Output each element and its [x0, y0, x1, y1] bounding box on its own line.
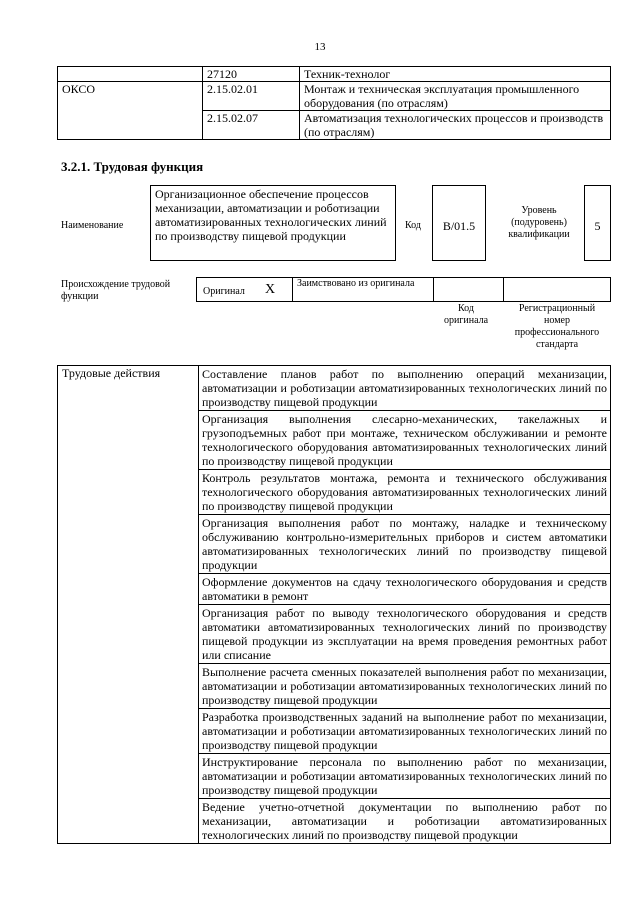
okso-label-cell: ОКСО [58, 82, 203, 140]
table-row [58, 67, 611, 82]
action-item: Инструктирование персонала по выполнению работ по механизации, автоматизации и роботизации автоматизированных технологических линий по производству пищевой продукции [199, 754, 611, 799]
borrowed-label: Заимствовано из оригинала [297, 278, 415, 289]
action-item: Разработка производственных заданий на выполнение работ по механизации, автоматизации и роботизации автоматизированных технологических линий по производству пищевой продукции [199, 709, 611, 754]
okso-name-cell: Техник-технолог [300, 67, 611, 82]
origin-divider [503, 278, 504, 301]
action-item: Ведение учетно-отчетной документации по выполнению работ по механизации, автоматизации и роботизации автоматизированных технологических линий по производству пищевой продукции [199, 799, 611, 844]
reg-caption: Регистрационный номер профессионального стандарта [514, 303, 600, 350]
level-label: Уровень (подуровень) квалификации [508, 205, 570, 240]
page-number: 13 [314, 41, 326, 53]
origin-table [196, 277, 611, 302]
okso-name-cell: Монтаж и техническая эксплуатация промышленного оборудования (по отраслям) [300, 82, 611, 111]
labor-actions-table [57, 365, 611, 844]
actions-label-cell: Трудовые действия [58, 366, 199, 844]
okso-table [57, 66, 611, 140]
function-code-box: B/01.5 [432, 185, 486, 261]
code-caption: Код оригинала [443, 303, 489, 326]
action-item: Выполнение расчета сменных показателей выполнения работ по механизации, автоматизации и роботизации автоматизированных технологических линий по производству пищевой продукции [199, 664, 611, 709]
action-item: Организация работ по выводу технологического оборудования и средств автоматики автоматизированных технологических линий по производству пищевой продукции из эксплуатации на время проведения ремонтных работ или списание [199, 605, 611, 664]
table-row [58, 366, 611, 411]
okso-name-cell: Автоматизация технологических процессов и производств (по отраслям) [300, 111, 611, 140]
action-item: Организация выполнения работ по монтажу, наладке и техническому обслуживанию контрольно-измерительных приборов и систем автоматики автоматизированных технологических линий по производству пищевой продукции [199, 515, 611, 574]
okso-code-cell: 27120 [203, 67, 300, 82]
code-label: Код [405, 220, 421, 231]
origin-divider [433, 278, 434, 301]
function-name-box: Организационное обеспечение процессов механизации, автоматизации и роботизации автоматизированных технологических линий по производству пищевой продукции [150, 185, 396, 261]
action-item: Контроль результатов монтажа, ремонта и технического обслуживания технологического оборудования автоматизированных технологических линий по производству пищевой продукции [199, 470, 611, 515]
okso-code-cell: 2.15.02.01 [203, 82, 300, 111]
action-item: Оформление документов на сдачу технологического оборудования и средств автоматики в ремонт [199, 574, 611, 605]
action-item: Организация выполнения слесарно-механических, такелажных и грузоподъемных работ при монтаже, техническом обслуживании и ремонте технологического оборудования автоматизированных технологических линий по производству пищевой продукции [199, 411, 611, 470]
section-title: 3.2.1. Трудовая функция [61, 159, 204, 174]
origin-label: Происхождение трудовой функции [61, 279, 171, 302]
name-label: Наименование [61, 220, 124, 231]
original-label: Оригинал [203, 286, 245, 297]
origin-divider [292, 278, 293, 301]
okso-empty-cell [58, 67, 203, 82]
table-row [58, 82, 611, 111]
action-item: Составление планов работ по выполнению операций механизации, автоматизации и роботизации автоматизированных технологических линий по производству пищевой продукции [199, 366, 611, 411]
okso-code-cell: 2.15.02.07 [203, 111, 300, 140]
original-mark: X [265, 282, 276, 297]
level-value-box: 5 [584, 185, 611, 261]
